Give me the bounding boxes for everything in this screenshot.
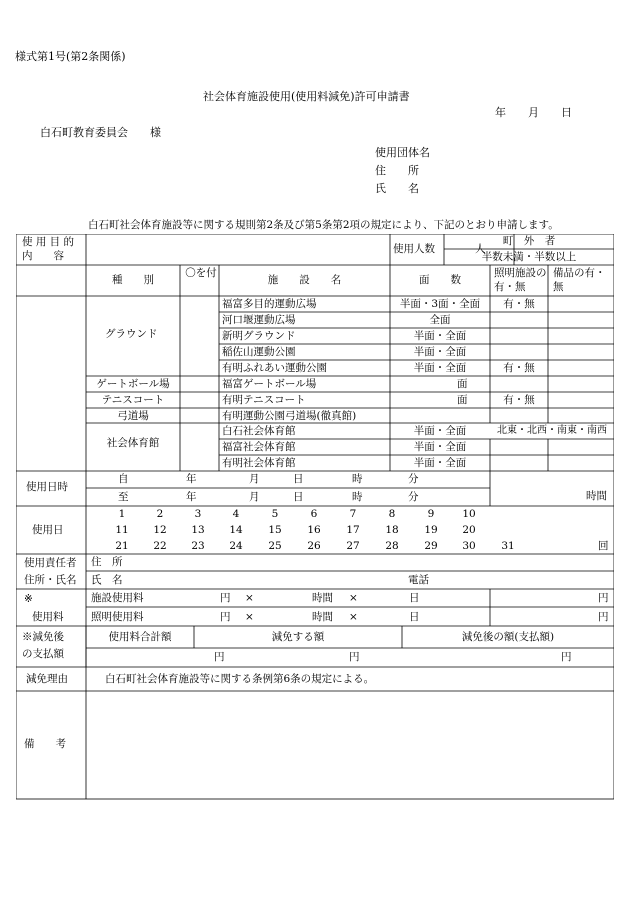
usage-day[interactable]: 19 <box>424 524 438 536</box>
days-unit: 日 <box>409 611 420 623</box>
usage-day[interactable]: 1 <box>118 508 126 520</box>
usage-day[interactable]: 3 <box>194 508 202 520</box>
hour-unit: 時 <box>352 491 363 503</box>
facility-area[interactable]: 面 <box>457 394 468 406</box>
user-count-unit: 人 <box>475 243 486 255</box>
col-type: 種 別 <box>112 274 154 286</box>
facility-name: 白石社会体育館 <box>222 425 296 437</box>
lighting-fee-label: 照明使用料 <box>91 611 144 623</box>
remarks-label: 備 考 <box>24 738 66 750</box>
from-label: 自 <box>118 473 129 485</box>
addressee: 白石町教育委員会 様 <box>40 126 161 139</box>
usage-day[interactable]: 2 <box>156 508 164 520</box>
form-title: 社会体育施設使用(使用料減免)許可申請書 <box>203 90 410 103</box>
yen-unit: 円 <box>349 651 360 663</box>
facility-name: 稲佐山運動公園 <box>222 346 296 358</box>
yen-unit: 円 <box>220 611 231 623</box>
month-unit: 月 <box>249 473 260 485</box>
usage-day[interactable]: 22 <box>153 540 167 552</box>
court-section-option[interactable]: 北東・北西・南東・南西 <box>497 425 607 436</box>
type-gateball: ゲートボール場 <box>96 378 170 390</box>
usage-day[interactable]: 26 <box>307 540 321 552</box>
reason-text: 白石町社会体育施設等に関する条例第6条の規定による。 <box>105 673 375 685</box>
after-reduction-header: 減免後の額(支払額) <box>461 631 555 643</box>
facility-area[interactable]: 全面 <box>429 314 451 326</box>
year-unit: 年 <box>186 473 197 485</box>
facility-name: 福富ゲートボール場 <box>222 378 317 390</box>
col-equipment: 備品の有・無 <box>553 267 606 293</box>
usage-day[interactable]: 27 <box>346 540 360 552</box>
month-unit: 月 <box>249 491 260 503</box>
facility-name: 有明運動公園弓道場(徹真館) <box>222 410 357 422</box>
yen-unit: 円 <box>561 651 572 663</box>
usage-day[interactable]: 20 <box>462 524 476 536</box>
facility-area[interactable]: 半面・全面 <box>413 362 467 374</box>
usage-day[interactable]: 15 <box>268 524 282 536</box>
usage-day[interactable]: 14 <box>229 524 243 536</box>
usage-day[interactable]: 29 <box>424 540 438 552</box>
usage-day[interactable]: 7 <box>349 508 357 520</box>
minute-unit: 分 <box>408 491 419 503</box>
usage-day[interactable]: 10 <box>462 508 476 520</box>
responsible-name[interactable]: 氏 名 <box>91 574 123 586</box>
reduced-label: ※減免後 <box>22 631 64 643</box>
facility-name: 新明グラウンド <box>222 330 296 342</box>
reason-label: 減免理由 <box>26 673 68 685</box>
fee-mark: ※ <box>24 593 33 605</box>
yen-unit: 円 <box>214 651 225 663</box>
facility-name: 福富社会体育館 <box>222 441 296 453</box>
form-number: 様式第1号(第2条関係) <box>15 50 126 63</box>
col-mark: 〇を付 <box>185 267 217 279</box>
reduction-header: 減免する額 <box>271 631 325 643</box>
facility-name: 河口堰運動広場 <box>222 314 296 326</box>
lighting-option[interactable]: 有・無 <box>503 298 535 310</box>
facility-area[interactable]: 面 <box>457 378 468 390</box>
usage-day[interactable]: 18 <box>385 524 399 536</box>
col-lighting: 照明施設の有・無 <box>494 267 547 293</box>
facility-area[interactable]: 半面・3面・全面 <box>399 298 481 310</box>
usage-day[interactable]: 13 <box>191 524 205 536</box>
facility-name: 有明テニスコート <box>222 394 306 406</box>
hours-unit: 時間 <box>312 592 333 604</box>
usage-day[interactable]: 9 <box>427 508 435 520</box>
year-unit: 年 <box>186 491 197 503</box>
responsible-address[interactable]: 住 所 <box>91 556 123 568</box>
usage-day[interactable]: 12 <box>153 524 167 536</box>
times-sign: × <box>245 611 254 623</box>
hours-unit: 時間 <box>586 490 607 502</box>
fee-label: 使用料 <box>32 611 64 623</box>
times-sign: × <box>349 592 358 604</box>
yen-unit: 円 <box>598 592 609 604</box>
days-unit: 日 <box>409 592 420 604</box>
usage-days-label: 使用日 <box>32 524 64 536</box>
usage-datetime-label: 使用日時 <box>26 481 68 493</box>
facility-area[interactable]: 半面・全面 <box>413 457 467 469</box>
facility-area[interactable]: 半面・全面 <box>413 441 467 453</box>
application-form <box>16 234 614 800</box>
usage-day[interactable]: 6 <box>310 508 318 520</box>
intro-statement: 白石町社会体育施設等に関する規則第2条及び第5条第2項の規定により、下記のとおり申請します。 <box>88 219 559 231</box>
lighting-option[interactable]: 有・無 <box>503 362 535 374</box>
usage-day[interactable]: 24 <box>229 540 243 552</box>
usage-day[interactable]: 11 <box>115 524 129 536</box>
facility-area[interactable]: 半面・全面 <box>413 425 467 437</box>
usage-day[interactable]: 21 <box>115 540 129 552</box>
minute-unit: 分 <box>408 473 419 485</box>
facility-name: 有明社会体育館 <box>222 457 296 469</box>
reduced-sublabel: の支払額 <box>22 648 64 660</box>
times-sign: × <box>349 611 358 623</box>
outside-town-label: 町 外 者 <box>502 235 556 247</box>
yen-unit: 円 <box>598 611 609 623</box>
total-fee-header: 使用料合計額 <box>108 631 172 643</box>
usage-day[interactable]: 31 <box>501 540 515 552</box>
usage-day[interactable]: 8 <box>388 508 396 520</box>
usage-day[interactable]: 5 <box>271 508 279 520</box>
type-tennis: テニスコート <box>101 394 165 406</box>
facility-area[interactable]: 半面・全面 <box>413 346 467 358</box>
user-count-label: 使用人数 <box>393 243 435 255</box>
hour-unit: 時 <box>352 473 363 485</box>
times-sign: × <box>245 592 254 604</box>
purpose-label: 使 用 目 的 <box>22 236 75 248</box>
facility-name: 有明ふれあい運動公園 <box>222 362 327 374</box>
facility-name: 福富多目的運動広場 <box>222 298 317 310</box>
usage-day[interactable]: 23 <box>191 540 205 552</box>
application-date: 年 月 日 <box>495 106 572 119</box>
usage-day[interactable]: 16 <box>307 524 321 536</box>
col-area: 面 数 <box>419 274 461 286</box>
hours-unit: 時間 <box>312 611 333 623</box>
type-archery: 弓道場 <box>117 410 149 422</box>
type-gym: 社会体育館 <box>106 437 160 449</box>
usage-day[interactable]: 28 <box>385 540 399 552</box>
address-label: 住 所 <box>375 164 419 177</box>
col-facility: 施 設 名 <box>267 274 342 286</box>
yen-unit: 円 <box>220 592 231 604</box>
times-unit: 回 <box>598 540 609 552</box>
responsible-label: 使用責任者 <box>24 557 77 569</box>
facility-fee-label: 施設使用料 <box>91 592 144 604</box>
type-ground: グラウンド <box>105 328 158 340</box>
usage-day[interactable]: 30 <box>462 540 476 552</box>
day-unit: 日 <box>293 473 304 485</box>
outside-town-ratio: 半数未満・半数以上 <box>481 251 577 263</box>
responsible-phone[interactable]: 電話 <box>408 574 429 586</box>
usage-day[interactable]: 17 <box>346 524 360 536</box>
content-label: 内 容 <box>22 250 64 262</box>
day-unit: 日 <box>293 491 304 503</box>
name-label: 氏 名 <box>375 182 419 195</box>
usage-day[interactable]: 25 <box>268 540 282 552</box>
usage-day[interactable]: 4 <box>232 508 240 520</box>
facility-area[interactable]: 半面・全面 <box>413 330 467 342</box>
remarks-field[interactable] <box>87 692 613 798</box>
to-label: 至 <box>118 491 129 503</box>
responsible-sublabel: 住所・氏名 <box>24 574 77 586</box>
org-name-label: 使用団体名 <box>375 146 430 159</box>
lighting-option[interactable]: 有・無 <box>503 394 535 406</box>
